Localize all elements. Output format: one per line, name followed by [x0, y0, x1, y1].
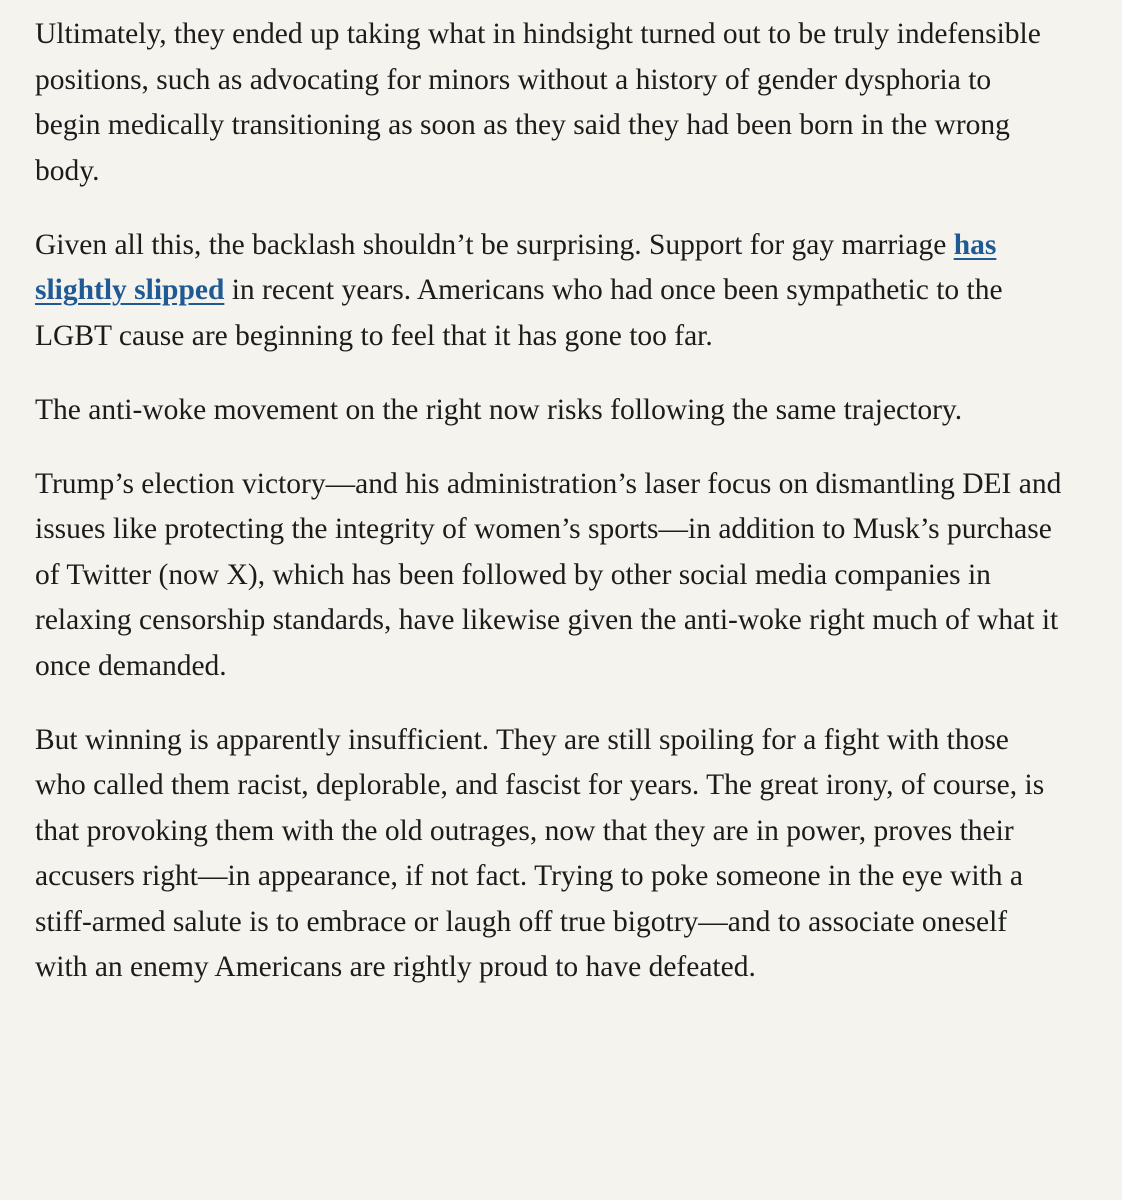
paragraph-5 [35, 718, 1062, 991]
paragraph-2-text-after: in recent years. Americans who had once been sympathetic to the LGBT cause are beginning to feel that it has gone too far. [35, 274, 1003, 352]
paragraph-5-text: But winning is apparently insufficient. They are still spoiling for a fight with those who called them racist, deplorable, and fascist for years. The great irony, of course, is that provoking them with the old outrages, now that they are in power, proves their accusers right—in appearance, if not fact. Trying to poke someone in the eye with a stiff-armed salute is to embrace or laugh off true bigotry—and to associate oneself with an enemy Americans are rightly proud to have defeated. [35, 723, 1045, 983]
paragraph-3-text: The anti-woke movement on the right now risks following the same trajectory. [35, 393, 963, 426]
paragraph-1-text: Ultimately, they ended up taking what in hindsight turned out to be truly indefensible positions, such as advocating for minors without a history of gender dysphoria to begin medically transitioning as soon as they said they had been born in the wrong body. [35, 18, 1041, 187]
paragraph-2 [35, 223, 1062, 360]
paragraph-1 [35, 12, 1062, 194]
gay-marriage-support-link[interactable]: has slightly slipped [35, 228, 997, 306]
paragraph-4 [35, 462, 1062, 690]
paragraph-4-text: Trump’s election victory—and his administration’s laser focus on dismantling DEI and issues like protecting the integrity of women’s sports—in addition to Musk’s purchase of Twitter (now X), which has been followed by other social media companies in relaxing censorship standards, have likewise given the anti-woke right much of what it once demanded. [35, 467, 1062, 682]
paragraph-2-text-before: Given all this, the backlash shouldn’t be surprising. Support for gay marriage [35, 228, 954, 261]
paragraph-3 [35, 388, 1062, 434]
